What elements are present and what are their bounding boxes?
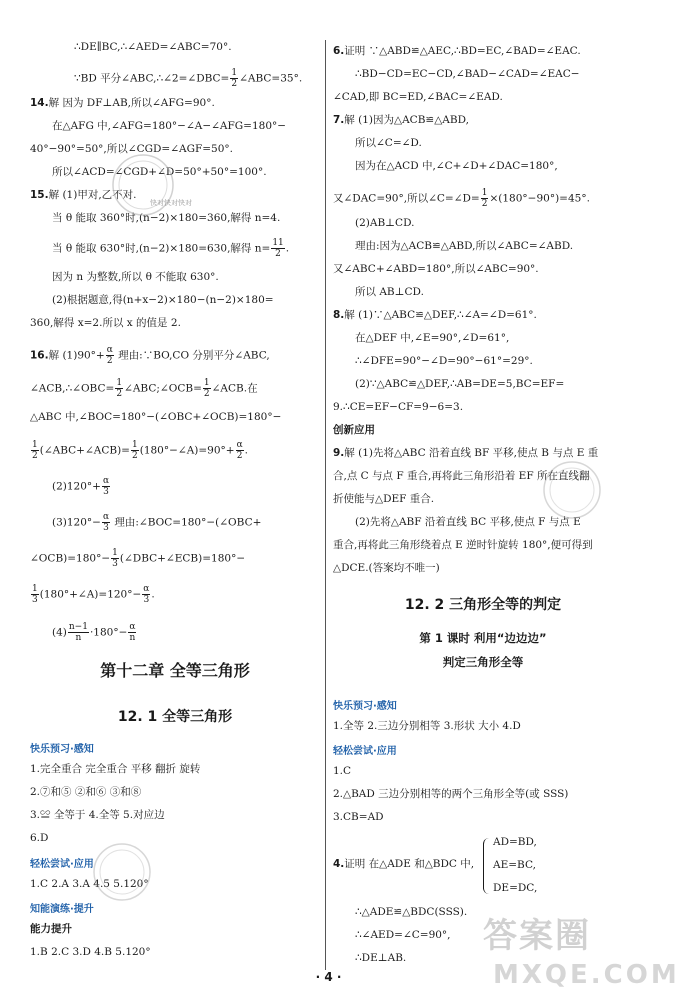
text-line: $\frac{1}{3}$ (180°+∠A)=120°− $\frac{\alpha}{3}$ . <box>32 584 155 605</box>
question-8: 8.解 (1)∵△ABC≌△DEF,∴∠A=∠D=61°. <box>333 309 537 321</box>
sub-heading-ability: 能力提升 <box>30 923 72 935</box>
text-line: (2)∵△ABC≌△DEF,∴AB=DE=5,BC=EF= <box>355 378 565 390</box>
text-line: ∴△ADE≌△BDC(SSS). <box>355 906 468 918</box>
stamp-watermark <box>540 458 604 522</box>
text-line: (2)AB⊥CD. <box>355 217 415 229</box>
answer-line: 1.全等 2.三边分别相等 3.形状 大小 4.D <box>333 720 521 732</box>
text-line: 9.∴CE=EF−CF=9−6=3. <box>333 401 464 413</box>
section-label-try: 轻松尝试·应用 <box>333 746 397 757</box>
answer-line: 2.△BAD 三边分别相等的两个三角形全等(或 SSS) <box>333 788 569 800</box>
text-line: (4) $\frac{n-1}{n}$ ·180°− $\frac{\alpha}{n}$ <box>52 622 136 643</box>
stamp-text: 快对快对快对 <box>150 199 192 207</box>
chapter-title: 第十二章 全等三角形 <box>100 661 250 680</box>
answer-line: 1.C 2.A 3.A 4.5 5.120° <box>30 878 149 890</box>
text-line: ∠ACB,∴∠OBC= $\frac{1}{2}$ ∠ABC;∠OCB= $\frac{1}{2}$ ∠ACB.在 <box>30 378 258 399</box>
fraction: $\frac{\alpha}{n}$ <box>129 622 136 643</box>
column-divider <box>325 40 326 970</box>
section-label-preview: 快乐预习·感知 <box>30 744 94 755</box>
fraction: $\frac{1}{2}$ <box>231 68 238 89</box>
text-line: 在△AFG 中,∠AFG=180°−∠A−∠AFG=180°− <box>52 120 287 132</box>
text-line: 因为 n 为整数,所以 θ 不能取 630°. <box>52 271 219 283</box>
fraction: $\frac{n-1}{n}$ <box>68 622 88 643</box>
text-line: 当 θ 能取 630°时,(n−2)×180=630,解得 n= $\frac{11}{2}$ . <box>52 238 290 259</box>
fraction: $\frac{1}{3}$ <box>32 584 38 605</box>
fraction: $\frac{1}{2}$ <box>131 440 138 461</box>
text-line: 当 θ 能取 360°时,(n−2)×180=360,解得 n=4. <box>52 212 281 224</box>
text-line: 40°−90°=50°,所以∠CGD=∠AGF=50°. <box>30 143 234 155</box>
text-line: ∴BD−CD=EC−CD,∠BAD−∠CAD=∠EAC− <box>355 68 580 80</box>
text-line: ∠CAD,即 BC=ED,∠BAC=∠EAD. <box>333 91 503 103</box>
answer-line: 1.完全重合 完全重合 平移 翻折 旋转 <box>30 763 201 775</box>
equation-line: DE=DC, <box>493 882 538 894</box>
section-label-try: 轻松尝试·应用 <box>30 859 94 870</box>
text-line: 所以∠C=∠D. <box>355 137 422 149</box>
stamp-watermark <box>90 840 154 904</box>
watermark-logo <box>483 908 680 998</box>
text-line: $\frac{1}{2}$ (∠ABC+∠ACB)= $\frac{1}{2}$ (180°−∠A)=90°+ $\frac{\alpha}{2}$ . <box>32 440 249 461</box>
lesson-subtitle: 判定三角形全等 <box>442 655 524 669</box>
text-line: 又∠ABC+∠ABD=180°,所以∠ABC=90°. <box>333 263 539 275</box>
fraction: $\frac{\alpha}{2}$ <box>106 345 113 366</box>
answer-line: 3.≌ 全等于 4.全等 5.对应边 <box>30 809 165 821</box>
watermark-text: 答案圈 <box>483 916 591 956</box>
fraction: $\frac{\alpha}{3}$ <box>143 584 150 605</box>
text-line: △DCE.(答案均不唯一) <box>333 562 440 574</box>
question-14: 14.解 因为 DF⊥AB,所以∠AFG=90°. <box>30 97 215 109</box>
text-line: ∴∠DFE=90°−∠D=90°−61°=29°. <box>355 355 533 367</box>
text-line: 所以∠ACD=∠CGD+∠D=50°+50°=100°. <box>52 166 267 178</box>
page-number: · 4 · <box>315 970 342 984</box>
text-line: 理由:因为△ACB≌△ABD,所以∠ABC=∠ABD. <box>355 240 574 252</box>
section-label-master: 知能演练·提升 <box>30 904 94 915</box>
watermark-url: MXQE.COM <box>493 960 680 990</box>
question-6: 6.证明 ∵△ABD≌△AEC,∴BD=EC,∠BAD=∠EAC. <box>333 45 581 57</box>
text-line: (3)120°− $\frac{\alpha}{3}$ 理由:∠BOC=180°−(∠OBC+ <box>52 512 262 533</box>
text-line: ∴DE⊥AB. <box>355 952 407 964</box>
question-9: 9.解 (1)先将△ABC 沿着直线 BF 平移,使点 B 与点 E 重 <box>333 447 599 459</box>
sub-heading-innovation: 创新应用 <box>333 424 375 436</box>
question-4: 4.证明 在△ADE 和△BDC 中, <box>333 858 475 870</box>
fraction: $\frac{\alpha}{2}$ <box>236 440 243 461</box>
section-label-preview: 快乐预习·感知 <box>333 701 397 712</box>
text-line: (2)根据题意,得(n+x−2)×180−(n−2)×180= <box>52 294 274 306</box>
fraction: $\frac{1}{2}$ <box>32 440 38 461</box>
text-line: 所以 AB⊥CD. <box>355 286 424 298</box>
answer-line: 2.⑦和⑤ ②和⑥ ③和⑧ <box>30 786 142 798</box>
text-line: 因为在△ACD 中,∠C+∠D+∠DAC=180°, <box>355 160 558 172</box>
question-16: 16.解 (1)90°+ $\frac{\alpha}{2}$ 理由:∵BO,CO 分别平分∠ABC, <box>30 345 270 366</box>
text-line: 折使能与△DEF 重合. <box>333 493 435 505</box>
text-line: (2)120°+ $\frac{\alpha}{3}$ <box>52 476 110 497</box>
text-line: ∴DE∥BC,∴∠AED=∠ABC=70°. <box>74 41 232 53</box>
text-line: 合,点 C 与点 F 重合,再将此三角形沿着 EF 所在直线翻 <box>333 470 590 482</box>
equation-line: AD=BD, <box>493 836 537 848</box>
text-line: ∵BD 平分∠ABC,∴∠2=∠DBC= $\frac{1}{2}$ ∠ABC=35°. <box>74 68 303 89</box>
text-line: (2)先将△ABF 沿着直线 BC 平移,使点 F 与点 E <box>355 516 581 528</box>
text-line: ∠OCB)=180°− $\frac{1}{3}$ (∠DBC+∠ECB)=180°− <box>30 548 246 569</box>
fraction: $\frac{1}{3}$ <box>112 548 118 569</box>
section-title: 12. 2 三角形全等的判定 <box>404 597 562 613</box>
answer-line: 3.CB=AD <box>333 811 384 823</box>
fraction: $\frac{\alpha}{3}$ <box>102 476 110 497</box>
question-7: 7.解 (1)因为△ACB≌△ABD, <box>333 114 469 126</box>
question-15: 15.解 (1)甲对,乙不对. <box>30 189 137 201</box>
text-line: ∴∠AED=∠C=90°, <box>355 929 451 941</box>
answer-line: 1.B 2.C 3.D 4.B 5.120° <box>30 946 151 958</box>
fraction: $\frac{1}{2}$ <box>481 188 488 209</box>
text-line: △ABC 中,∠BOC=180°−(∠OBC+∠OCB)=180°− <box>30 411 282 423</box>
text-line: 又∠DAC=90°,所以∠C=∠D= $\frac{1}{2}$ ×(180°−90°)=45°. <box>333 188 590 209</box>
fraction: $\frac{\alpha}{3}$ <box>102 512 110 533</box>
answer-line: 6.D <box>30 832 49 844</box>
text-line: 360,解得 x=2.所以 x 的值是 2. <box>30 317 181 329</box>
section-title: 12. 1 全等三角形 <box>117 709 233 725</box>
equation-brace <box>483 838 492 894</box>
fraction: $\frac{11}{2}$ <box>272 238 284 259</box>
text-line: 重合,再将此三角形绕着点 E 逆时针旋转 180°,便可得到 <box>333 539 593 551</box>
fraction: $\frac{1}{2}$ <box>203 378 210 399</box>
equation-line: AE=BC, <box>493 859 536 871</box>
lesson-title: 第 1 课时 利用“边边边” <box>419 631 547 645</box>
stamp-watermark <box>108 150 178 220</box>
text-line: 在△DEF 中,∠E=90°,∠D=61°, <box>355 332 510 344</box>
answer-line: 1.C <box>333 765 352 777</box>
fraction: $\frac{1}{2}$ <box>116 378 123 399</box>
